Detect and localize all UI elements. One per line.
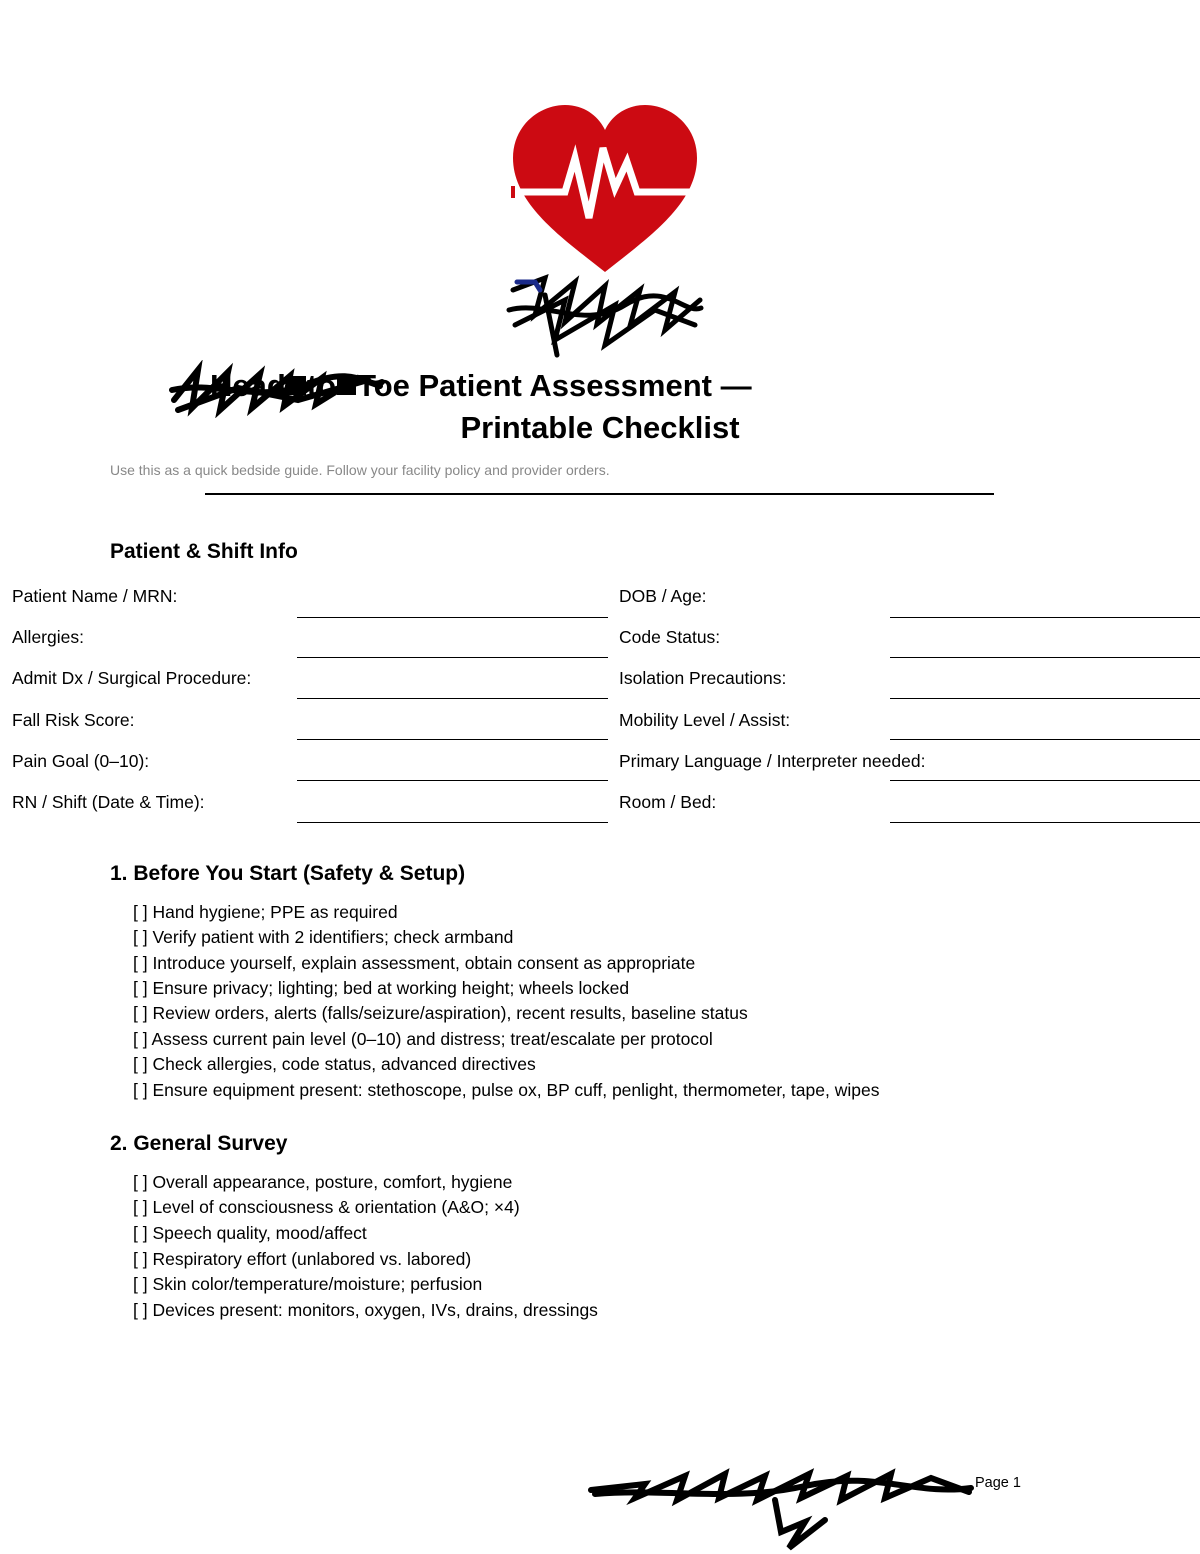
field-label-rn-shift: RN / Shift (Date & Time): <box>12 792 205 812</box>
field-line-code-status[interactable] <box>890 657 1200 658</box>
field-line-fall-risk[interactable] <box>297 739 608 740</box>
missing-glyph-box <box>287 376 306 395</box>
page-number: Page 1 <box>975 1475 1021 1491</box>
field-line-allergies[interactable] <box>297 657 608 658</box>
checklist-item[interactable]: [ ] Verify patient with 2 identifiers; check armband <box>133 927 514 947</box>
checklist-item[interactable]: [ ] Ensure privacy; lighting; bed at working height; wheels locked <box>133 978 630 998</box>
field-line-patient-name[interactable] <box>297 617 608 618</box>
field-label-dob: DOB / Age: <box>619 586 707 606</box>
checklist-item[interactable]: [ ] Ensure equipment present: stethoscope, pulse ox, BP cuff, penlight, thermometer, tape, wipes <box>133 1080 880 1100</box>
title-word-rest: Toe Patient Assessment — <box>357 368 752 403</box>
field-label-room-bed: Room / Bed: <box>619 792 717 812</box>
field-line-dob[interactable] <box>890 617 1200 618</box>
title-word-head: Head <box>210 368 286 403</box>
field-label-admit-dx: Admit Dx / Surgical Procedure: <box>12 668 252 688</box>
field-label-allergies: Allergies: <box>12 627 84 647</box>
document-title-line-2: Printable Checklist <box>460 410 740 445</box>
field-line-pain-goal[interactable] <box>297 780 608 781</box>
checklist-item[interactable]: [ ] Respiratory effort (unlabored vs. labored) <box>133 1249 472 1269</box>
checklist-item[interactable]: [ ] Review orders, alerts (falls/seizure/aspiration), recent results, baseline status <box>133 1003 748 1023</box>
field-label-fall-risk: Fall Risk Score: <box>12 710 135 730</box>
field-label-language: Primary Language / Interpreter needed: <box>619 751 926 771</box>
heart-pulse-logo-icon <box>505 100 705 360</box>
field-line-language[interactable] <box>890 780 1200 781</box>
document-title-line-1 <box>0 368 1200 404</box>
field-line-rn-shift[interactable] <box>297 822 608 823</box>
checklist-item[interactable]: [ ] Hand hygiene; PPE as required <box>133 902 398 922</box>
field-line-mobility[interactable] <box>890 739 1200 740</box>
checklist-item[interactable]: [ ] Check allergies, code status, advanced directives <box>133 1054 536 1074</box>
field-line-isolation[interactable] <box>890 698 1200 699</box>
section-heading-general-survey: 2. General Survey <box>110 1132 288 1155</box>
subtitle: Use this as a quick bedside guide. Follow your facility policy and provider orders. <box>110 462 610 478</box>
redacted-wordmark <box>509 278 701 355</box>
checklist-item[interactable]: [ ] Assess current pain level (0–10) and distress; treat/escalate per protocol <box>133 1029 713 1049</box>
checklist-item[interactable]: [ ] Devices present: monitors, oxygen, IVs, drains, dressings <box>133 1300 598 1320</box>
field-label-code-status: Code Status: <box>619 627 721 647</box>
section-heading-patient-info: Patient & Shift Info <box>110 540 298 563</box>
field-label-patient-name: Patient Name / MRN: <box>12 586 178 606</box>
section-heading-before-you-start: 1. Before You Start (Safety & Setup) <box>110 862 466 885</box>
title-word-to: to <box>306 368 337 403</box>
checklist-item[interactable]: [ ] Speech quality, mood/affect <box>133 1223 367 1243</box>
redacted-footer-text <box>585 1462 975 1554</box>
field-label-mobility: Mobility Level / Assist: <box>619 710 791 730</box>
field-line-room-bed[interactable] <box>890 822 1200 823</box>
field-label-isolation: Isolation Precautions: <box>619 668 787 688</box>
checklist-item[interactable]: [ ] Introduce yourself, explain assessment, obtain consent as appropriate <box>133 953 696 973</box>
checklist-item[interactable]: [ ] Skin color/temperature/moisture; perfusion <box>133 1274 483 1294</box>
checklist-item[interactable]: [ ] Overall appearance, posture, comfort, hygiene <box>133 1172 513 1192</box>
field-line-admit-dx[interactable] <box>297 698 608 699</box>
field-label-pain-goal: Pain Goal (0–10): <box>12 751 150 771</box>
checklist-item[interactable]: [ ] Level of consciousness & orientation (A&O; ×4) <box>133 1197 520 1217</box>
missing-glyph-box <box>337 376 356 395</box>
header-divider <box>205 493 994 495</box>
